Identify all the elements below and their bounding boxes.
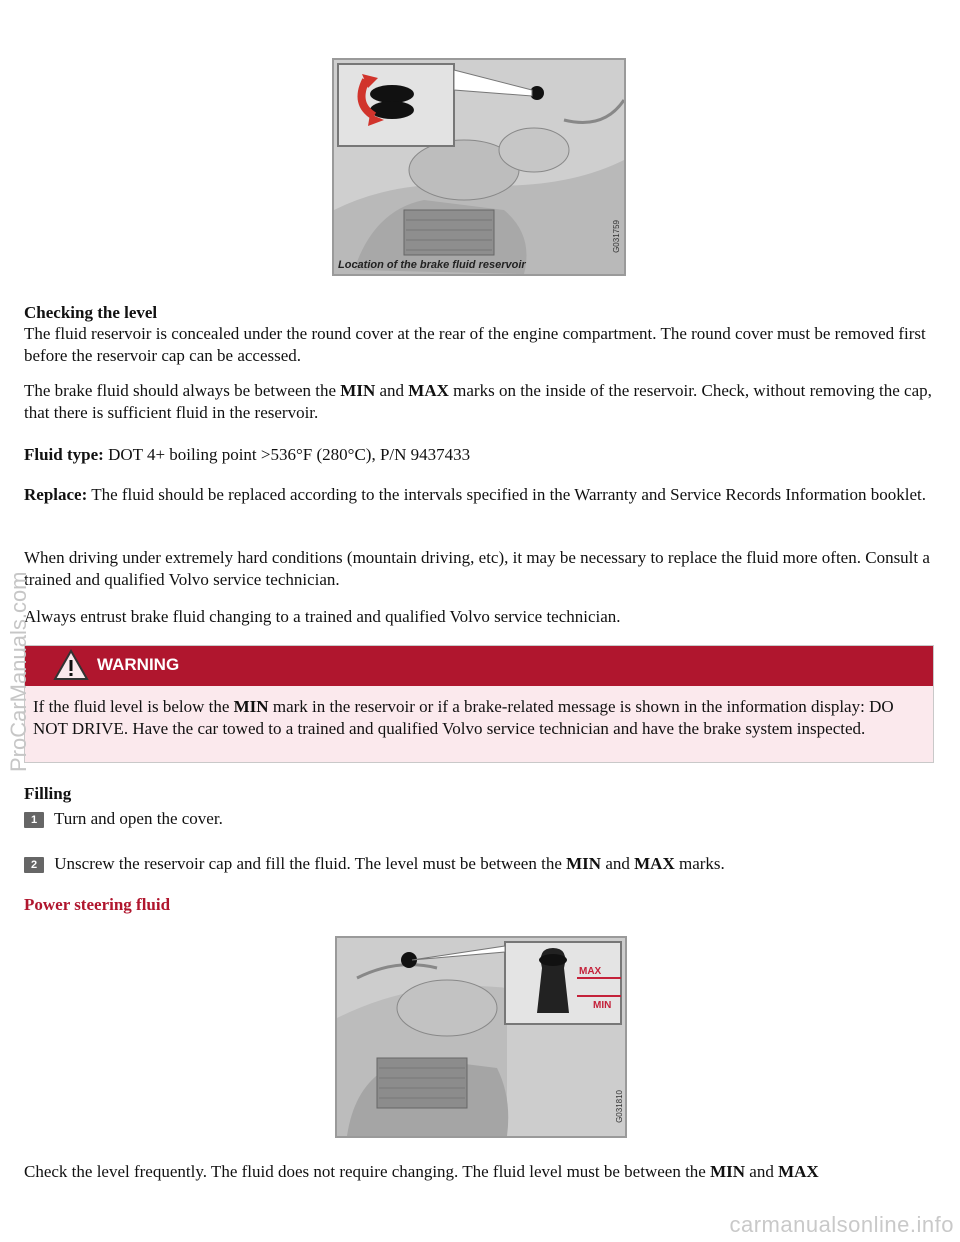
brake-fluid-figure <box>332 58 626 276</box>
filling-step-1: 1 Turn and open the cover. <box>24 808 936 830</box>
warning-header <box>25 646 933 686</box>
figure-code: G031759 <box>612 220 621 253</box>
step-2-icon: 2 <box>24 857 44 873</box>
checking-paragraph: The fluid reservoir is concealed under the round cover at the rear of the engine compartment. The round cover must be removed first before the reservoir cap can be accessed. <box>24 324 926 365</box>
side-watermark <box>2 484 36 774</box>
entrust-paragraph: Always entrust brake fluid changing to a trained and qualified Volvo service technician. <box>24 607 621 626</box>
power-steering-figure <box>335 936 627 1138</box>
filling-step-2: 2 Unscrew the reservoir cap and fill the fluid. The level must be between the MIN and MAX marks. <box>24 853 936 875</box>
checking-heading: Checking the level <box>24 303 158 322</box>
power-steering-heading: Power steering fluid <box>24 895 171 914</box>
min-max-paragraph: The brake fluid should always be between the MIN and MAX marks on the inside of the reservoir. Check, without removing the cap, that there is sufficient fluid in the reservoir. <box>24 381 932 422</box>
fluid-type-paragraph: Fluid type: DOT 4+ boiling point >536°F (280°C), P/N 9437433 <box>24 445 471 464</box>
replace-paragraph: Replace: The fluid should be replaced according to the intervals specified in the Warranty and Service Records Information booklet. <box>24 485 927 504</box>
footer-watermark: carmanualsonline.info <box>729 1212 954 1237</box>
warning-title: WARNING <box>97 655 180 674</box>
power-steering-illustration <box>337 938 625 1136</box>
side-watermark-text: ProCarManuals.com <box>6 571 31 772</box>
hard-conditions-paragraph: When driving under extremely hard conditions (mountain driving, etc), it may be necessary to replace the fluid more often. Consult a trained and qualified Volvo service technician. <box>24 548 930 589</box>
max-mark-label: MAX <box>579 966 602 977</box>
filling-heading: Filling <box>24 784 72 803</box>
warning-triangle-icon <box>53 648 89 682</box>
power-steering-paragraph: Check the level frequently. The fluid does not require changing. The fluid level must be between the MIN and MAX <box>24 1162 819 1181</box>
warning-text: If the fluid level is below the MIN mark in the reservoir or if a brake-related message is shown in the information display: DO NOT DRIVE. Have the car towed to a trained and qualified Volvo service technician and have the brake system inspected. <box>33 697 894 738</box>
min-mark-label: MIN <box>593 1000 612 1011</box>
figure-code: G031810 <box>615 1090 624 1123</box>
warning-box <box>24 645 934 763</box>
step-1-icon: 1 <box>24 812 44 828</box>
figure-caption: Location of the brake fluid reservoir <box>338 259 526 271</box>
brake-fluid-illustration <box>334 60 624 274</box>
